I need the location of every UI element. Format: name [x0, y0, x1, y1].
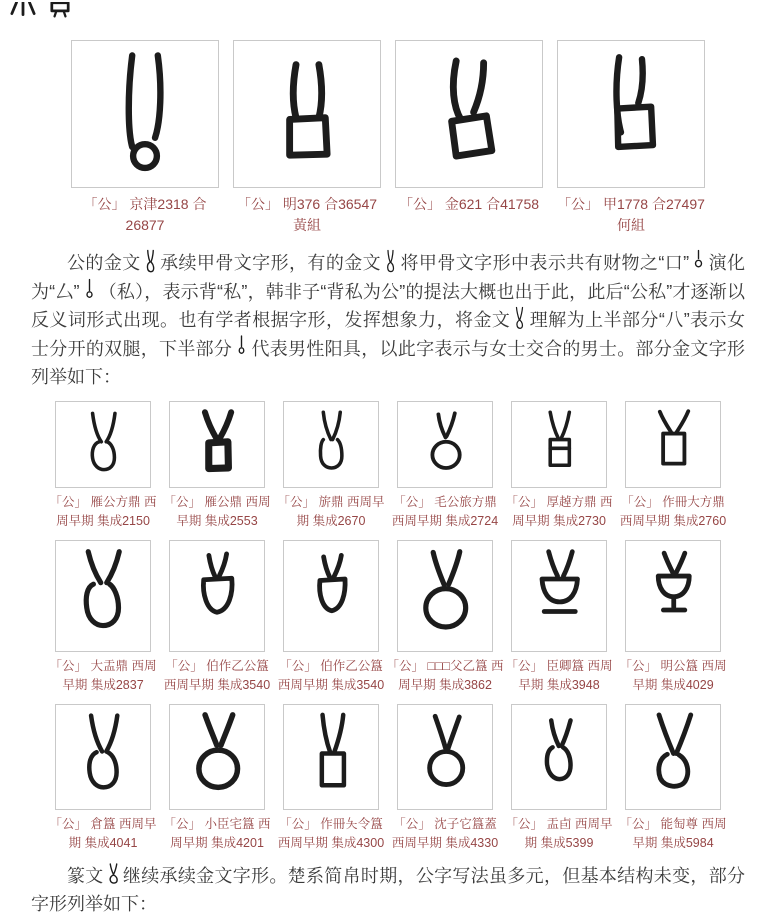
bronze-item	[163, 401, 271, 531]
paragraph-text: 承续甲骨文字形，有的金文	[159, 253, 382, 273]
glyph-b16-image	[411, 712, 480, 802]
glyph-igB-image	[383, 249, 398, 274]
bronze-item	[277, 401, 385, 531]
bronze-glyph-box	[55, 540, 151, 652]
paragraph-text: 继续承续金文字形。楚系简帛时期，公字写法虽多元，但基本结构未变，部分字形列举如下：	[31, 865, 746, 914]
oracle-item	[557, 40, 705, 236]
bronze-caption: 「公」 □□□父乙簋 西周早期 集成3862	[386, 658, 504, 692]
bronze-caption: 「公」 作冊夨令簋 西周早期 集成4300	[277, 816, 385, 850]
glyph-b15-image	[297, 712, 366, 802]
bronze-row	[0, 704, 776, 853]
bronze-caption: 「公」 臣卿簋 西周早期 集成3948	[505, 658, 613, 692]
glyph-igSi-image	[82, 278, 97, 303]
clipped-glyph-vessel-icon	[50, 2, 70, 18]
oracle-caption: 「公」 甲1778 合27497 何組	[557, 196, 705, 233]
bronze-glyph-box	[625, 704, 721, 810]
bronze-row	[0, 401, 776, 531]
glyph-b8-image	[180, 548, 254, 644]
bronze-caption: 「公」 伯作乙公簋 西周早期 集成3540	[277, 658, 385, 692]
glyph-T3-image	[421, 50, 517, 178]
bronze-glyph-box	[283, 540, 379, 652]
oracle-glyph-box	[557, 40, 705, 188]
paragraph-seal-script	[31, 862, 745, 919]
paragraph-text: 将甲骨文字形中表示共有财物之“口”	[400, 253, 690, 273]
bronze-glyph-box	[169, 704, 265, 810]
bronze-caption: 「公」 厚趠方鼎 西周早期 集成2730	[505, 494, 613, 528]
bronze-glyph-box	[625, 401, 721, 488]
bronze-item	[386, 540, 504, 695]
oracle-glyph-box	[233, 40, 381, 188]
bronze-item	[391, 704, 499, 853]
oracle-item	[395, 40, 543, 236]
bronze-item	[619, 540, 727, 695]
oracle-caption: 「公」 京津2318 合26877	[83, 196, 207, 233]
bronze-caption: 「公」 沈子它簋蓋 西周早期 集成4330	[391, 816, 499, 850]
bronze-glyph-box	[625, 540, 721, 652]
bronze-caption: 「公」 倉簋 西周早期 集成4041	[49, 816, 157, 850]
bronze-caption: 「公」 毛公旅方鼎 西周早期 集成2724	[391, 494, 499, 528]
clipped-previous-line	[10, 2, 776, 18]
glyph-b17-image	[525, 712, 594, 802]
paragraph-text: （私），表示背“私”，韩非子“背私为公”的提法大概也出于此，此后“公私”才逐渐以反义词形式出现。也有学者根据字形，发挥想象力，将金文	[31, 281, 745, 330]
bronze-glyph-box	[169, 540, 265, 652]
paragraph-bronze-explanation	[31, 249, 745, 392]
glyph-b10-image	[408, 548, 482, 644]
clipped-glyph-strokes-icon	[10, 2, 36, 16]
bronze-caption: 「公」 小臣宅簋 西周早期 集成4201	[163, 816, 271, 850]
glyph-igA-image	[143, 249, 158, 274]
glyph-b14-image	[183, 712, 252, 802]
oracle-glyph-box	[71, 40, 219, 188]
bronze-caption: 「公」 雁公方鼎 西周早期 集成2150	[49, 494, 157, 528]
glyph-igKou-image	[691, 249, 706, 274]
bronze-row	[0, 540, 776, 695]
bronze-item	[49, 540, 157, 695]
bronze-item	[277, 704, 385, 853]
bronze-item	[505, 401, 613, 531]
bronze-caption: 「公」 作冊大方鼎 西周早期 集成2760	[619, 494, 727, 528]
bronze-item	[391, 401, 499, 531]
glyph-b9-image	[294, 548, 368, 644]
oracle-bone-gallery	[0, 40, 776, 236]
bronze-glyph-box	[511, 540, 607, 652]
bronze-item	[163, 704, 271, 853]
bronze-inscription-gallery	[0, 401, 776, 853]
bronze-glyph-box	[397, 401, 493, 488]
glyph-b18-image	[639, 712, 708, 802]
bronze-item	[619, 704, 727, 853]
glyph-igC-image	[512, 306, 527, 331]
bronze-glyph-box	[283, 704, 379, 810]
bronze-caption: 「公」 能匋尊 西周早期 集成5984	[619, 816, 727, 850]
paragraph-text: 代表男性阳具，以此字表示与女士交合的男士。部分金文字形列举如下：	[31, 338, 746, 387]
bronze-caption: 「公」 大盂鼎 西周早期 集成2837	[49, 658, 157, 692]
glyph-igD-image	[234, 335, 249, 360]
paragraph-text: 篆文	[67, 865, 104, 886]
oracle-glyph-box	[395, 40, 543, 188]
paragraph-text: 理解为上半部分“八”表示女士分开的双腿，下半部分	[31, 310, 745, 359]
glyph-b11-image	[522, 548, 596, 644]
glyph-b6-image	[646, 409, 701, 480]
glyph-T4-image	[583, 50, 679, 178]
bronze-glyph-box	[55, 704, 151, 810]
glyph-b2-image	[190, 409, 245, 480]
glyph-b4-image	[418, 409, 473, 480]
bronze-glyph-box	[283, 401, 379, 488]
bronze-glyph-box	[397, 704, 493, 810]
bronze-caption: 「公」 伯作乙公簋 西周早期 集成3540	[163, 658, 271, 692]
oracle-caption: 「公」 明376 合36547 黃組	[236, 196, 378, 233]
glyph-T1-image	[97, 50, 193, 178]
bronze-glyph-box	[511, 401, 607, 488]
glyph-b12-image	[636, 548, 710, 644]
bronze-glyph-box	[397, 540, 493, 652]
bronze-item	[505, 540, 613, 695]
glyph-b5-image	[532, 409, 587, 480]
oracle-item	[71, 40, 219, 236]
paragraph-text: 公的金文	[67, 253, 141, 273]
glyph-b1-image	[76, 409, 131, 480]
bronze-item	[49, 401, 157, 531]
bronze-glyph-box	[169, 401, 265, 488]
bronze-glyph-box	[55, 401, 151, 488]
bronze-item	[49, 704, 157, 853]
bronze-caption: 「公」 旂鼎 西周早期 集成2670	[277, 494, 385, 528]
bronze-item	[163, 540, 271, 695]
glyph-b7-image	[66, 548, 140, 644]
glyph-T2-image	[259, 50, 355, 178]
paragraph-text: 演化为“厶”	[31, 253, 746, 302]
bronze-caption: 「公」 雁公鼎 西周早期 集成2553	[163, 494, 271, 528]
glyph-igZ-image	[106, 862, 121, 887]
bronze-caption: 「公」 盂卣 西周早期 集成5399	[505, 816, 613, 850]
oracle-caption: 「公」 金621 合41758	[398, 196, 540, 212]
bronze-item	[277, 540, 385, 695]
bronze-caption: 「公」 明公簋 西周早期 集成4029	[619, 658, 727, 692]
oracle-item	[233, 40, 381, 236]
glyph-b13-image	[69, 712, 138, 802]
bronze-item	[505, 704, 613, 853]
glyph-b3-image	[304, 409, 359, 480]
bronze-glyph-box	[511, 704, 607, 810]
bronze-item	[619, 401, 727, 531]
